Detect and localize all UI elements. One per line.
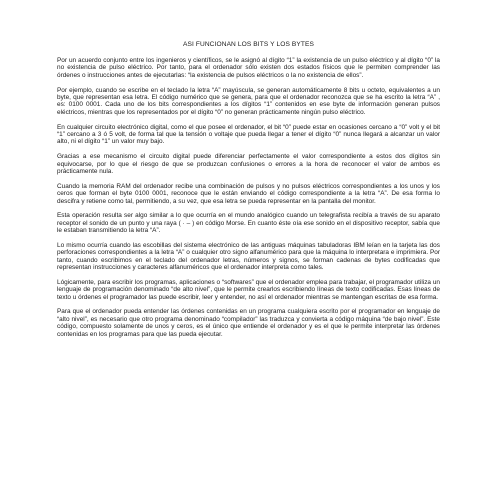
document-title: ASI FUNCIONAN LOS BITS Y LOS BYTES (182, 41, 315, 48)
paragraph-9: Para que el ordenador pueda entender las órdenes contenidas en un programa cualquiera escrito por el programador en lenguaje de “alto nivel”, es necesario que otro programa denominado “compilador” las traduzca y convierta a código máquina “de bajo nivel”. Este código, compuesto solamente de unos y ceros, es el único que entiende el ordenador y es el que le permite interpretar las órdenes contenidas en los programas para que las pueda ejecutar. (57, 308, 440, 338)
paragraph-7: Lo mismo ocurría cuando las escobillas del sistema electrónico de las antiguas máquinas tabuladoras IBM leían en la tarjeta las dos perforaciones correspondientes a la letra “A” o cualquier otro signo alfanumérico para que la máquina lo interpretara e imprimiera. Por tanto, cuando escribimos en el teclado del ordenador letras, números y signos, se forman cadenas de bytes codificadas que representan instrucciones y caracteres alfanuméricos que el ordenador interpreta como tales. (57, 241, 440, 272)
paragraph-2: Por ejemplo, cuando se escribe en el teclado la letra “A” mayúscula, se generan automáticamente 8 bits u octeto, equivalentes a un byte, que representan esa letra. El código numérico que se genera, para que el ordenador reconozca que se ha escrito la letra “A” , es: 0100 0001. Cada uno de los bits correspondientes a los dígitos “1” contenidos en ese byte de información generan pulsos eléctricos, mientras que los representados por el dígito “0” no generan prácticamente ningún pulso eléctrico. (57, 86, 440, 116)
paragraph-6: Esta operación resulta ser algo similar a lo que ocurría en el mundo analógico cuando un telegrafista recibía a través de su aparato receptor el sonido de un punto y una raya ( · – ) en código Morse. En cuanto éste oía ese sonido en el dispositivo receptor, sabía que le estaban transmitiendo la letra “A”. (57, 212, 440, 235)
paragraph-1: Por un acuerdo conjunto entre los ingenieros y científicos, se le asignó al dígito “1” la existencia de un pulso eléctrico y al dígito “0” la no existencia de pulso eléctrico. Por tanto, para el ordenador sólo existen dos estados físicos que le permiten comprender las órdenes o instrucciones antes de ejecutarlas: “la existencia de pulsos eléctricos o la no existencia de ellos”. (57, 57, 440, 79)
paragraph-8: Lógicamente, para escribir los programas, aplicaciones o “softwares” que el ordenador emplea para trabajar, el programador utiliza un lenguaje de programación denominado “de alto nivel”, que le permite crearlos escribiendo líneas de texto codificadas. Esas líneas de texto u órdenes el programador las puede escribir, leer y entender, no así el ordenador mientras se mantengan escritas de esa forma. (57, 278, 440, 301)
paragraph-4: Gracias a ese mecanismo el circuito digital puede diferenciar perfectamente el valor correspondiente a estos dos dígitos sin equivocarse, por lo que el riesgo de que se produzcan confusiones o errores a la hora de reconocer el valor de ambos es prácticamente nula. (57, 153, 440, 175)
paragraph-5: Cuando la memoria RAM del ordenador recibe una combinación de pulsos y no pulsos eléctricos correspondientes a los unos y los ceros que forman el byte 0100 0001, reconoce que le están enviando el código correspondiente a la letra “A”. De esa forma lo descifra y retiene como tal, permitiendo, a su vez, que esa letra se pueda representar en la pantalla del monitor. (57, 182, 440, 205)
paragraph-3: En cualquier circuito electrónico digital, como el que posee el ordenador, el bit “0” puede estar en ocasiones cercano a “0” volt y el bit “1” cercano a 3 ó 5 volt, de forma tal que la tensión o voltaje que pueda llegar a tener el dígito “0” nunca llegará a alcanzar un valor alto, ni el dígito “1” un valor muy bajo. (57, 123, 440, 146)
